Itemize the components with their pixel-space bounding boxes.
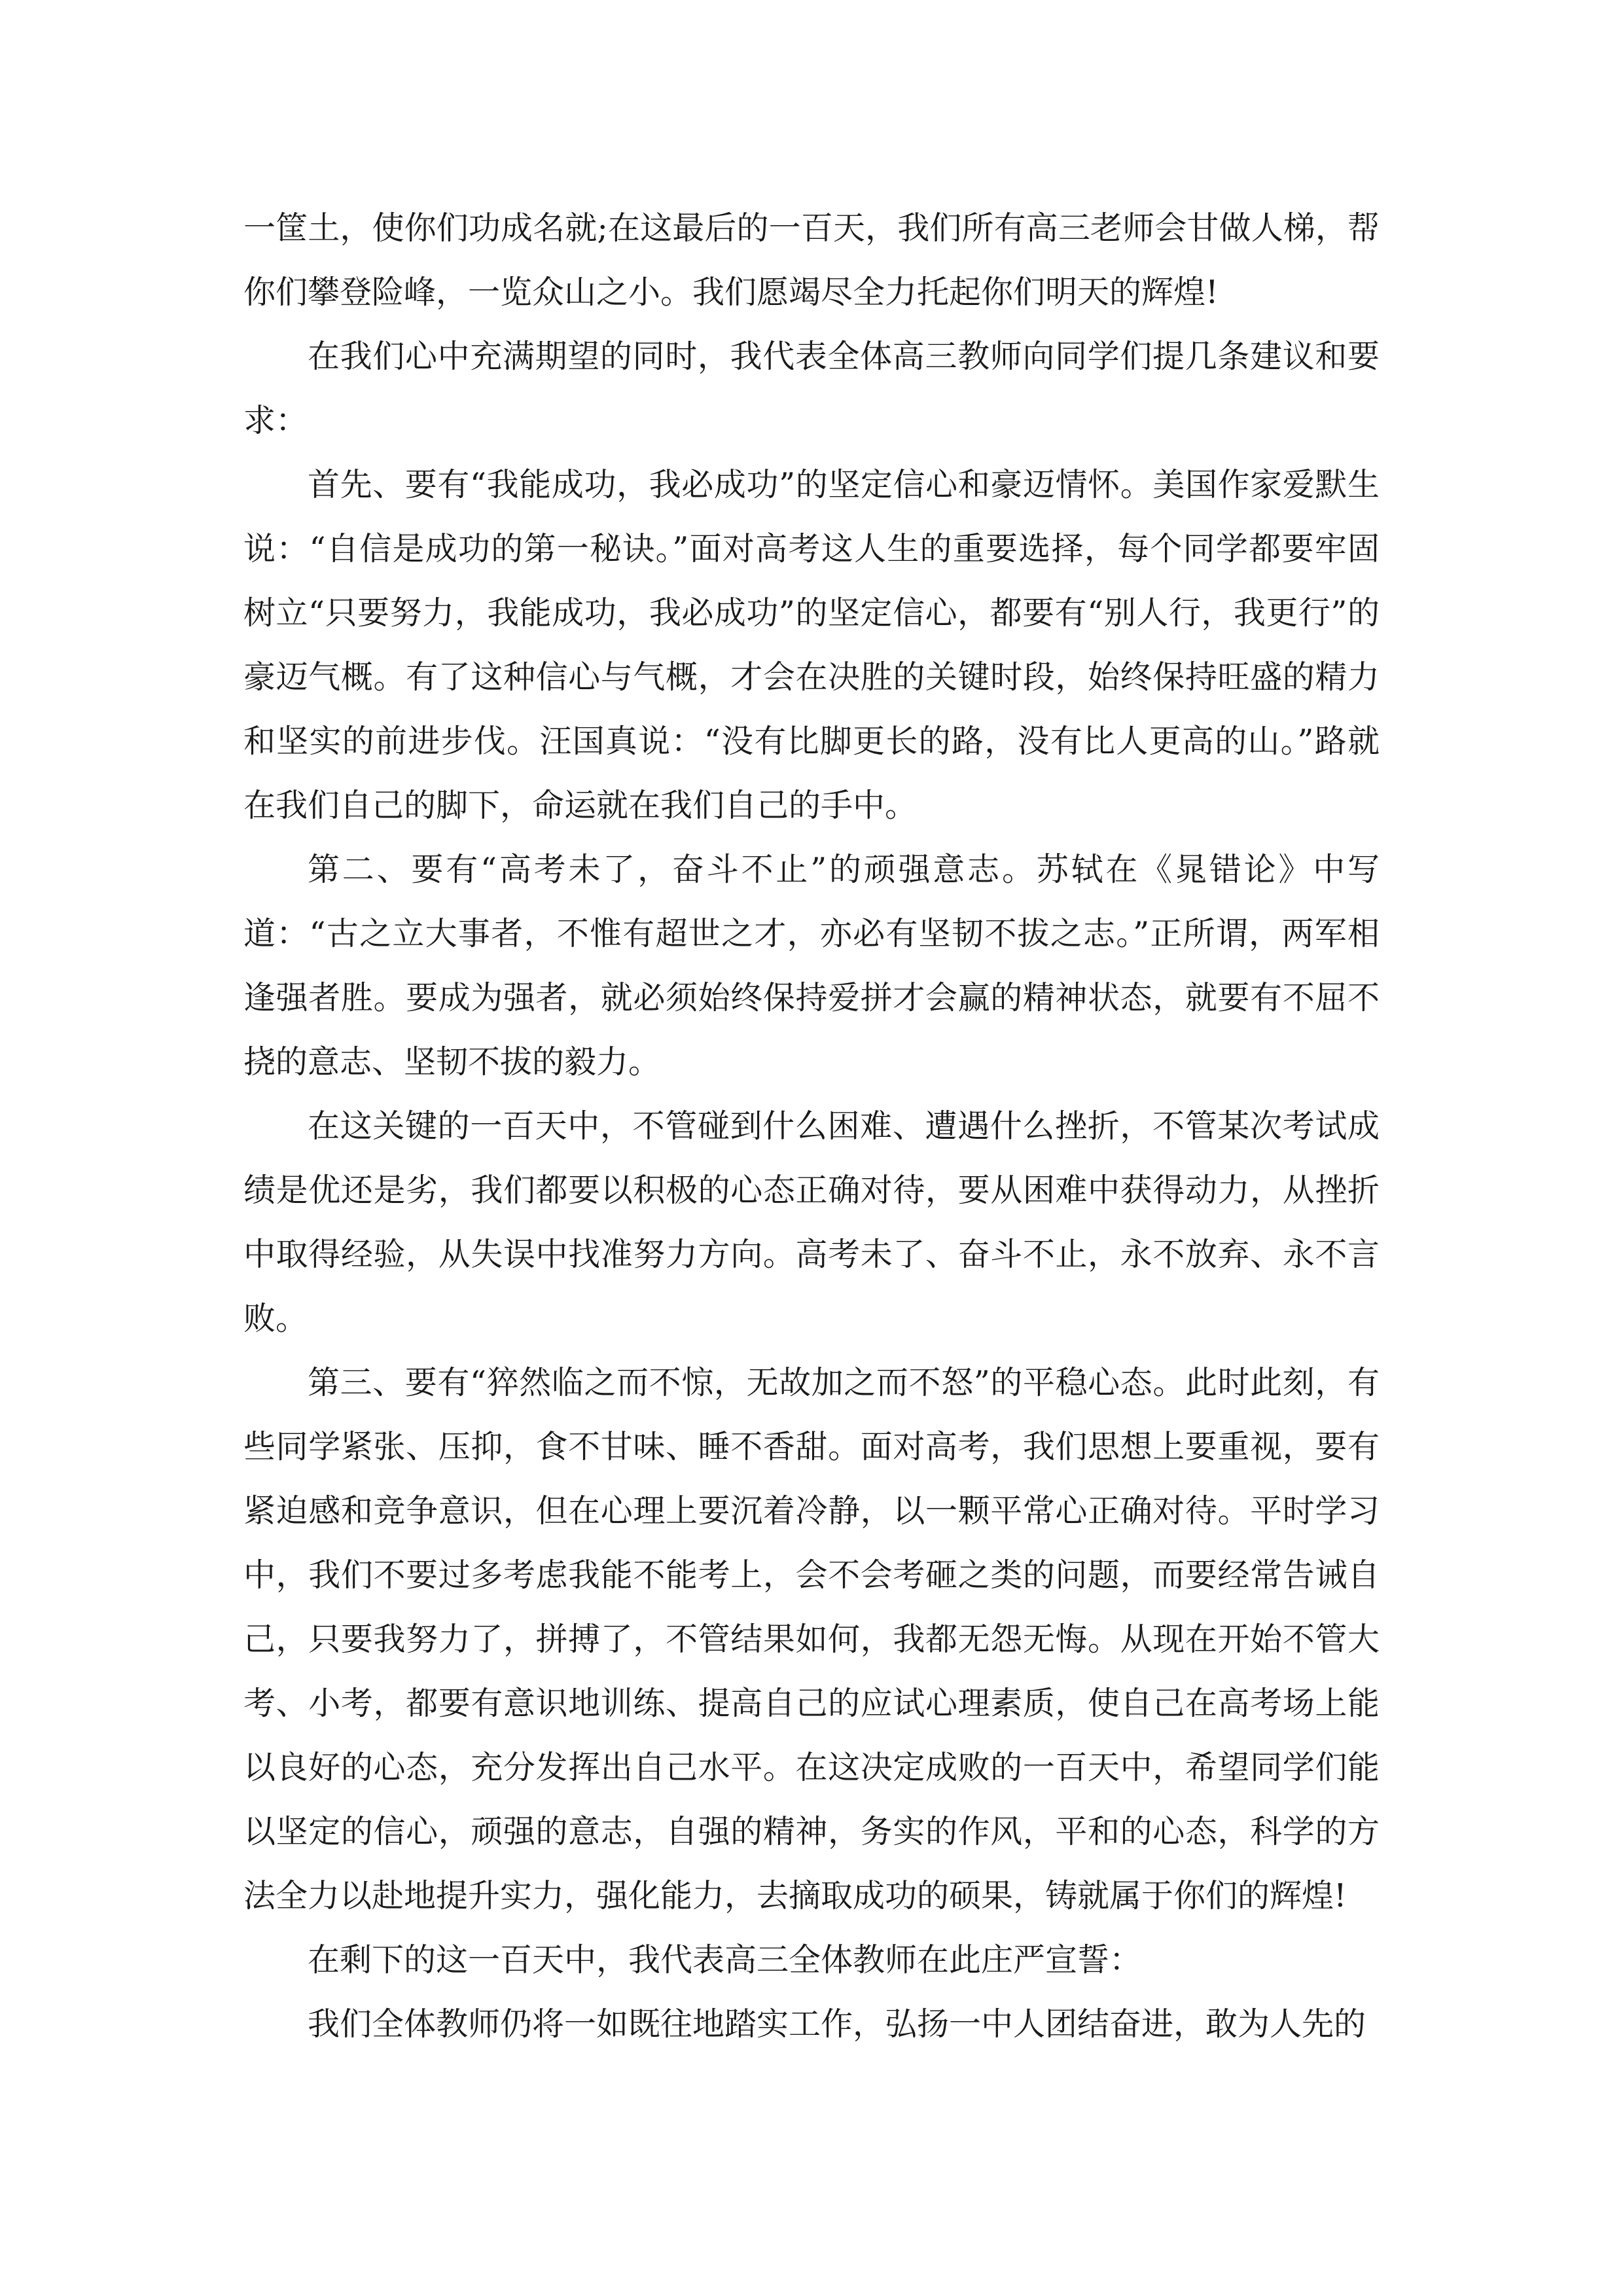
- paragraph-1: 一筐土，使你们功成名就;在这最后的一百天，我们所有高三老师会甘做人梯，帮你们攀登险峰，一览众山之小。我们愿竭尽全力托起你们明天的辉煌!: [243, 209, 1380, 311]
- paragraph-7: 在剩下的这一百天中，我代表高三全体教师在此庄严宣誓：: [308, 1941, 1142, 1979]
- paragraph-3: 首先、要有“我能成功，我必成功”的坚定信心和豪迈情怀。美国作家爱默生说：“自信是成功的第一秘诀。”面对高考这人生的重要选择，每个同学都要牢固树立“只要努力，我能成功，我必成功”的坚定信心，都要有“别人行，我更行”的豪迈气概。有了这种信心与气概，才会在决胜的关键时段，始终保持旺盛的精力和坚实的前进步伐。汪国真说：“没有比脚更长的路，没有比人更高的山。”路就在我们自己的脚下，命运就在我们自己的手中。: [243, 466, 1380, 824]
- paragraph-4: 第二、要有“高考未了，奋斗不止”的顽强意志。苏轼在《晁错论》中写道：“古之立大事者，不惟有超世之才，亦必有坚韧不拔之志。”正所谓，两军相逢强者胜。要成为强者，就必须始终保持爱拼才会赢的精神状态，就要有不屈不挠的意志、坚韧不拔的毅力。: [243, 851, 1380, 1081]
- paragraph-5: 在这关键的一百天中，不管碰到什么困难、遭遇什么挫折，不管某次考试成绩是优还是劣，我们都要以积极的心态正确对待，要从困难中获得动力，从挫折中取得经验，从失误中找准努力方向。高考未了、奋斗不止，永不放弃、永不言败。: [243, 1107, 1380, 1337]
- paragraph-8: 我们全体教师仍将一如既往地踏实工作，弘扬一中人团结奋进，敢为人先的: [308, 2005, 1366, 2043]
- document-body: [243, 196, 1380, 2056]
- paragraph-6: 第三、要有“猝然临之而不惊，无故加之而不怒”的平稳心态。此时此刻，有些同学紧张、压抑，食不甘味、睡不香甜。面对高考，我们思想上要重视，要有紧迫感和竞争意识，但在心理上要沉着冷静，以一颗平常心正确对待。平时学习中，我们不要过多考虑我能不能考上，会不会考砸之类的问题，而要经常告诫自己，只要我努力了，拼搏了，不管结果如何，我都无怨无悔。从现在开始不管大考、小考，都要有意识地训练、提高自己的应试心理素质，使自己在高考场上能以良好的心态，充分发挥出自己水平。在这决定成败的一百天中，希望同学们能以坚定的信心，顽强的意志，自强的精神，务实的作风，平和的心态，科学的方法全力以赴地提升实力，强化能力，去摘取成功的硕果，铸就属于你们的辉煌!: [243, 1364, 1380, 1914]
- paragraph-2: 在我们心中充满期望的同时，我代表全体高三教师向同学们提几条建议和要求：: [243, 338, 1380, 439]
